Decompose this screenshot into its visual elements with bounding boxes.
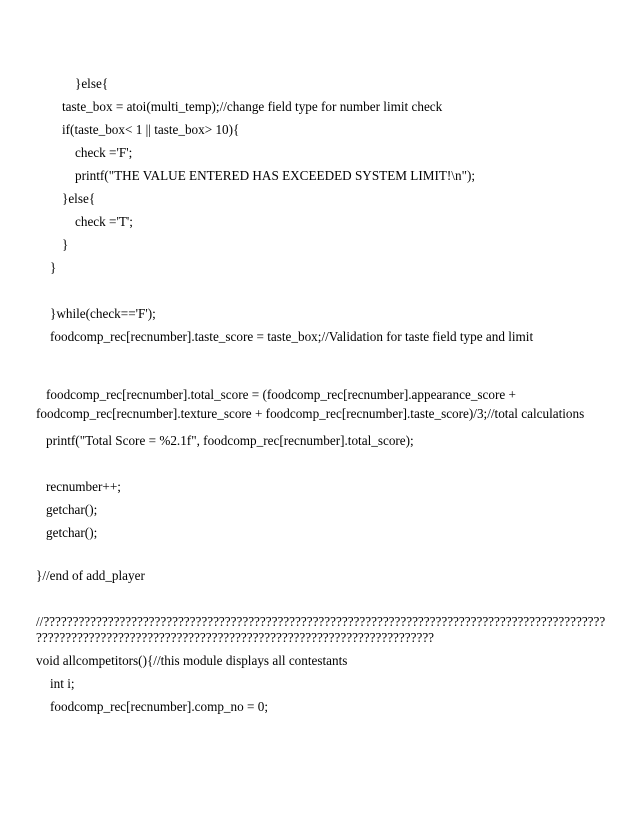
code-line: int i; (50, 676, 75, 691)
code-line: getchar(); (46, 502, 98, 517)
code-line: recnumber++; (46, 479, 121, 494)
code-line: check ='T'; (75, 214, 133, 229)
code-line: check ='F'; (75, 145, 133, 160)
code-line: taste_box = atoi(multi_temp);//change field type for number limit check (62, 99, 443, 114)
code-line: }else{ (75, 76, 109, 91)
code-line: if(taste_box< 1 || taste_box> 10){ (62, 122, 240, 137)
code-line: printf("THE VALUE ENTERED HAS EXCEEDED SYSTEM LIMIT!\n"); (75, 168, 476, 183)
code-line: }while(check=='F'); (50, 306, 156, 321)
code-line: void allcompetitors(){//this module displays all contestants (36, 653, 348, 668)
code-line: }//end of add_player (36, 568, 145, 583)
code-line: }else{ (62, 191, 96, 206)
code-line: foodcomp_rec[recnumber].total_score = (foodcomp_rec[recnumber].appearance_score + (46, 387, 516, 402)
code-line: } (50, 260, 57, 275)
code-line: foodcomp_rec[recnumber].comp_no = 0; (50, 699, 268, 714)
code-line: foodcomp_rec[recnumber].taste_score = taste_box;//Validation for taste field type and limit (50, 329, 534, 344)
code-line: //???????????????????????????????????????????????????????????????????????????????????????????????? (36, 614, 606, 629)
code-line: foodcomp_rec[recnumber].texture_score + foodcomp_rec[recnumber].taste_score)/3;//total calculations (36, 406, 585, 421)
code-line: printf("Total Score = %2.1f", foodcomp_rec[recnumber].total_score); (46, 433, 414, 448)
code-line: } (62, 237, 69, 252)
code-line: ???????????????????????????????????????????????????????????????????? (36, 630, 435, 645)
code-line: getchar(); (46, 525, 98, 540)
